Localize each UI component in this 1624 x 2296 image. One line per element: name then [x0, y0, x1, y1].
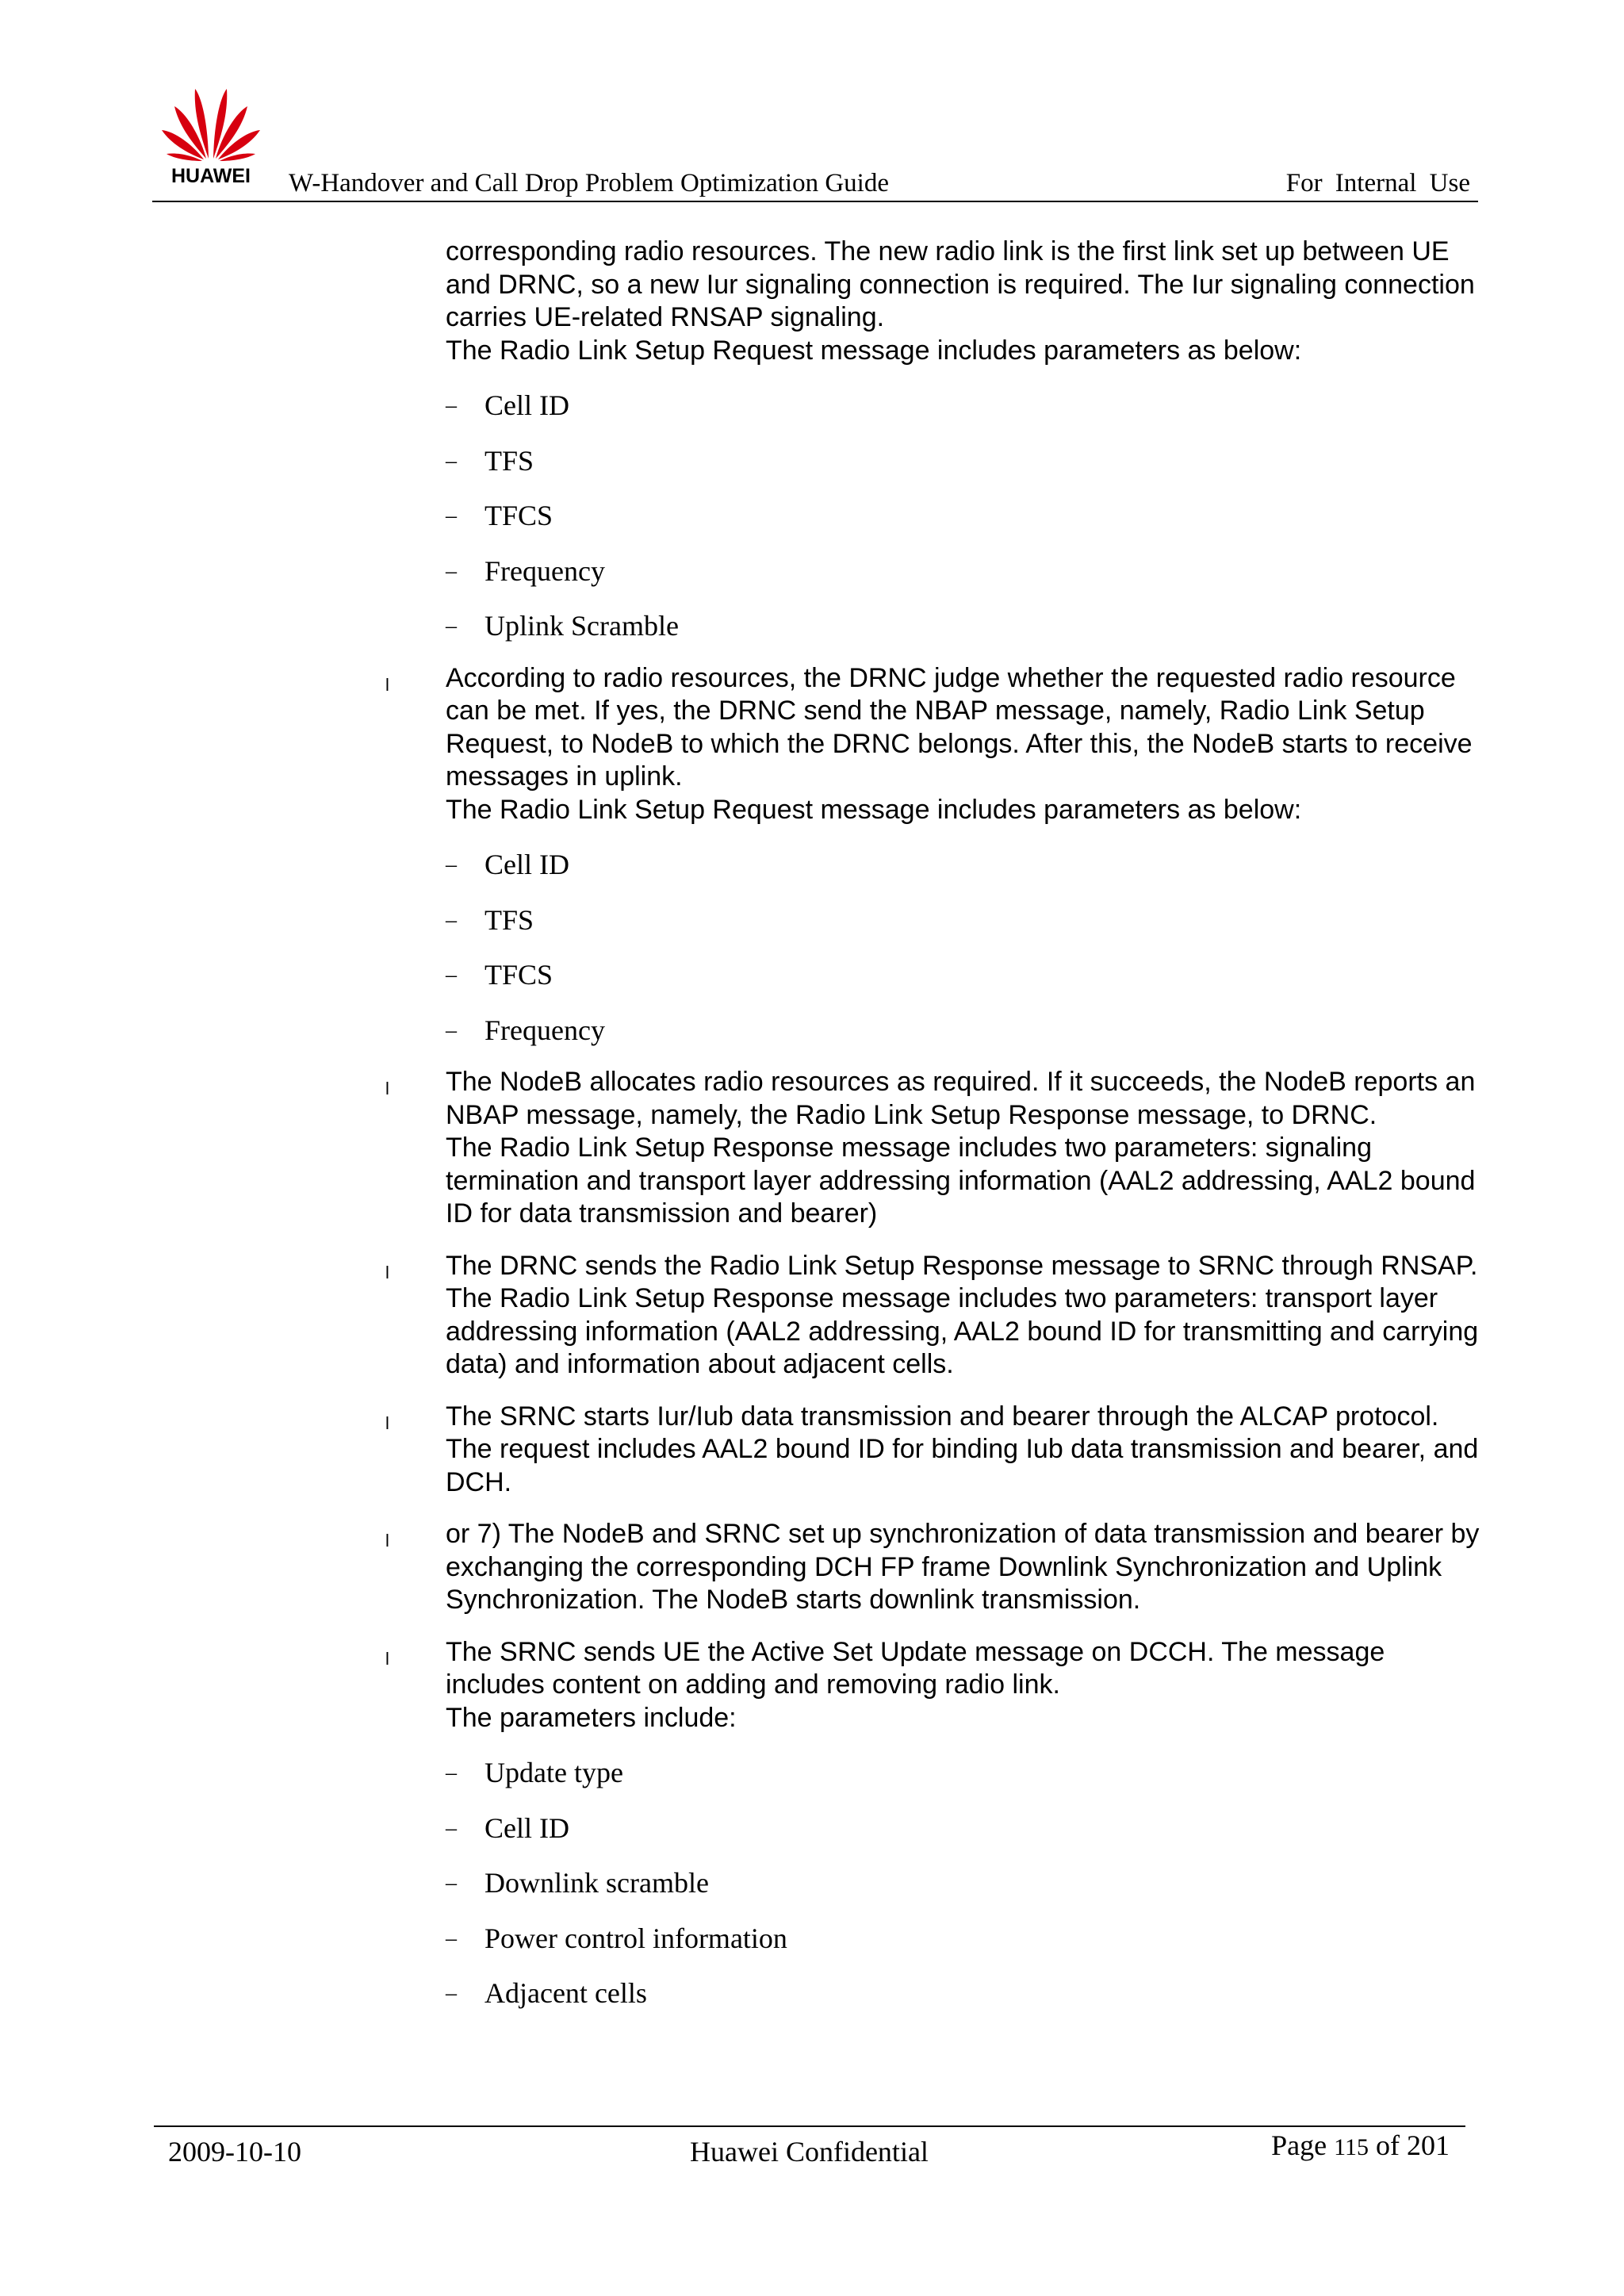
logo-wordmark: HUAWEI: [171, 165, 251, 187]
bullet-item: l or 7) The NodeB and SRNC set up synchronization of data transmission and bearer by exchanging the corresponding DCH FP frame Downlink Synchronization and Uplink Synchronization. The NodeB starts downlink transmission.: [385, 1519, 1480, 1615]
list-item: – Update type: [446, 1746, 1484, 1801]
dash-marker: –: [446, 907, 457, 933]
footer-date: 2009-10-10: [168, 2136, 301, 2168]
list-item: – TFCS: [446, 489, 1484, 544]
intro-paragraph: [446, 236, 1484, 367]
huawei-flower-icon: [159, 82, 263, 162]
list-item: – TFCS: [446, 948, 1484, 1003]
bullet-item: l According to radio resources, the DRNC judge whether the requested radio resource can be met. If yes, the DRNC send the NBAP message, namely, Radio Link Setup Request, to NodeB to which the DRNC belongs. After this, the NodeB starts to receive messages in uplink. The Radio Link Setup Request message includes parameters as below:: [385, 662, 1473, 825]
huawei-logo: [159, 82, 263, 188]
header-divider: [152, 201, 1478, 202]
list-item: – TFS: [446, 893, 1484, 949]
bullet-marker: l: [385, 1262, 389, 1282]
bullet-marker: l: [385, 1531, 389, 1550]
page-number: Page 115 of 201: [1271, 2129, 1450, 2161]
bullet-marker: l: [385, 1648, 389, 1669]
dash-marker: –: [446, 504, 457, 528]
dash-marker: –: [446, 853, 457, 877]
classification-label: For Internal Use: [1285, 169, 1470, 197]
footer-divider: [154, 2125, 1465, 2127]
intro-params-list: [446, 378, 1484, 654]
dash-marker: –: [446, 614, 457, 638]
bullet-marker: l: [385, 1412, 389, 1433]
dash-marker: –: [446, 1981, 457, 2006]
list-item: – Cell ID: [446, 838, 1484, 893]
list-item: – Downlink scramble: [446, 1856, 1484, 1911]
list-item: – Power control information: [446, 1911, 1484, 1967]
bullet-marker: l: [385, 1079, 389, 1098]
list-item: – TFS: [446, 434, 1484, 489]
bullet-item: l The SRNC starts Iur/Iub data transmission and bearer through the ALCAP protocol. The request includes AAL2 bound ID for binding Iub data transmission and bearer, and DCH.: [385, 1401, 1479, 1497]
list-item: – Cell ID: [446, 378, 1484, 434]
bullet-item: l The DRNC sends the Radio Link Setup Response message to SRNC through RNSAP. The Radio Link Setup Response message includes two parameters: transport layer addressing information (AAL2 addressing, AAL2 bound ID for transmitting and carrying data) and information about adjacent cells.: [385, 1250, 1479, 1379]
bullet-item: l The NodeB allocates radio resources as required. If it succeeds, the NodeB reports an NBAP message, namely, the Radio Link Setup Response message, to DRNC. The Radio Link Setup Response message includes two parameters: signaling termination and transport layer addressing information (AAL2 addressing, AAL2 bound ID for data transmission and bearer): [385, 1067, 1476, 1228]
dash-marker: –: [446, 448, 457, 473]
list-item: – Adjacent cells: [446, 1966, 1484, 2022]
list-item: – Uplink Scramble: [446, 599, 1484, 654]
bullet-marker: l: [385, 674, 389, 695]
footer-confidential: Huawei Confidential: [690, 2136, 929, 2168]
dash-marker: –: [446, 393, 457, 418]
dash-marker: –: [446, 1926, 457, 1951]
list-item: – Frequency: [446, 1003, 1484, 1059]
dash-marker: –: [446, 963, 457, 987]
document-title: W-Handover and Call Drop Problem Optimization Guide: [289, 169, 890, 197]
intro-text: corresponding radio resources. The new radio link is the first link set up between UE and DRNC, so a new Iur signaling connection is required. The Iur signaling connection carries UE-related RNSAP signaling.: [446, 236, 1475, 332]
intro-params-heading: The Radio Link Setup Request message includes parameters as below:: [446, 335, 1302, 366]
item-params-list: [446, 1746, 1484, 2022]
dash-marker: –: [446, 1018, 457, 1043]
dash-marker: –: [446, 1871, 457, 1895]
bullet-item: l The SRNC sends UE the Active Set Update message on DCCH. The message includes content on adding and removing radio link. The parameters include:: [385, 1636, 1385, 1733]
current-page: 115: [1334, 2134, 1369, 2160]
dash-marker: –: [446, 1761, 457, 1785]
list-item: – Frequency: [446, 544, 1484, 600]
item-params-list: [446, 838, 1484, 1058]
dash-marker: –: [446, 1815, 457, 1841]
page-body: [385, 236, 1484, 2022]
list-item: – Cell ID: [446, 1801, 1484, 1857]
dash-marker: –: [446, 558, 457, 584]
